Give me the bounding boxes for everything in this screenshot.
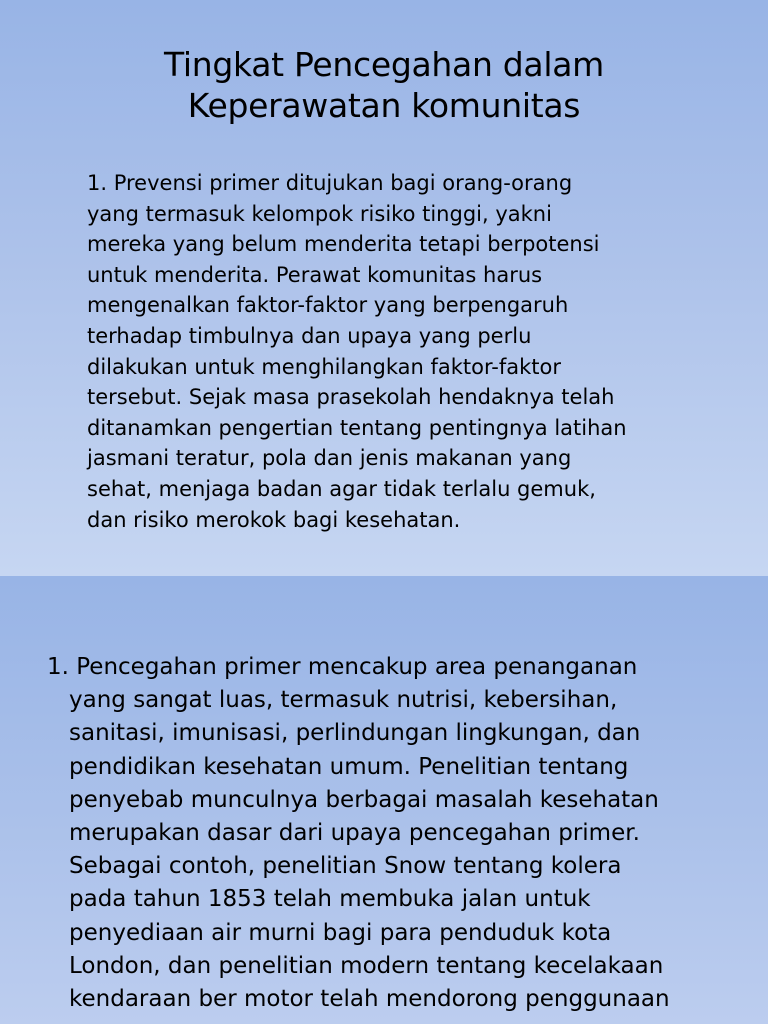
body-line: yang sangat luas, termasuk nutrisi, kebersihan,	[69, 687, 618, 714]
body-line: yang termasuk kelompok risiko tinggi, yakni	[87, 201, 552, 226]
body-line: 1. Prevensi primer ditujukan bagi orang-orang	[87, 171, 573, 195]
title-line: Keperawatan komunitas	[187, 86, 581, 125]
body-line: kendaraan ber motor telah mendorong penggunaan	[69, 986, 670, 1013]
body-line: ditanamkan pengertian tentang pentingnya latihan	[87, 415, 627, 440]
body-line: mengenalkan faktor-faktor yang berpengaruh	[87, 293, 569, 318]
slide-2-body	[47, 651, 747, 1016]
body-line: tersebut. Sejak masa prasekolah hendaknya telah	[87, 385, 615, 410]
body-line: penyediaan air murni bagi para penduduk kota	[69, 919, 612, 946]
body-line: Sebagai contoh, penelitian Snow tentang kolera	[69, 853, 622, 880]
slide-2	[0, 576, 768, 1024]
body-line: jasmani teratur, pola dan jenis makanan yang	[87, 446, 572, 471]
slide-title	[0, 44, 768, 126]
title-line: Tingkat Pencegahan dalam	[164, 45, 604, 84]
body-line: dan risiko merokok bagi kesehatan.	[87, 507, 461, 532]
body-line: mereka yang belum menderita tetapi berpotensi	[87, 232, 600, 257]
body-line: pada tahun 1853 telah membuka jalan untuk	[69, 886, 591, 913]
body-line: terhadap timbulnya dan upaya yang perlu	[87, 323, 532, 348]
body-line: merupakan dasar dari upaya pencegahan primer.	[69, 820, 640, 847]
body-line: 1. Pencegahan primer mencakup area penanganan	[47, 654, 638, 680]
body-line: penyebab munculnya berbagai masalah kesehatan	[69, 786, 659, 813]
body-line: sehat, menjaga badan agar tidak terlalu gemuk,	[87, 476, 596, 501]
body-line: London, dan penelitian modern tentang kecelakaan	[69, 952, 664, 979]
body-line: untuk menderita. Perawat komunitas harus	[87, 262, 543, 287]
body-line: pendidikan kesehatan umum. Penelitian tentang	[69, 753, 629, 780]
body-line: dilakukan untuk menghilangkan faktor-faktor	[87, 354, 561, 379]
body-line: sanitasi, imunisasi, perlindungan lingkungan, dan	[69, 720, 641, 747]
slide-1-body	[87, 168, 727, 535]
